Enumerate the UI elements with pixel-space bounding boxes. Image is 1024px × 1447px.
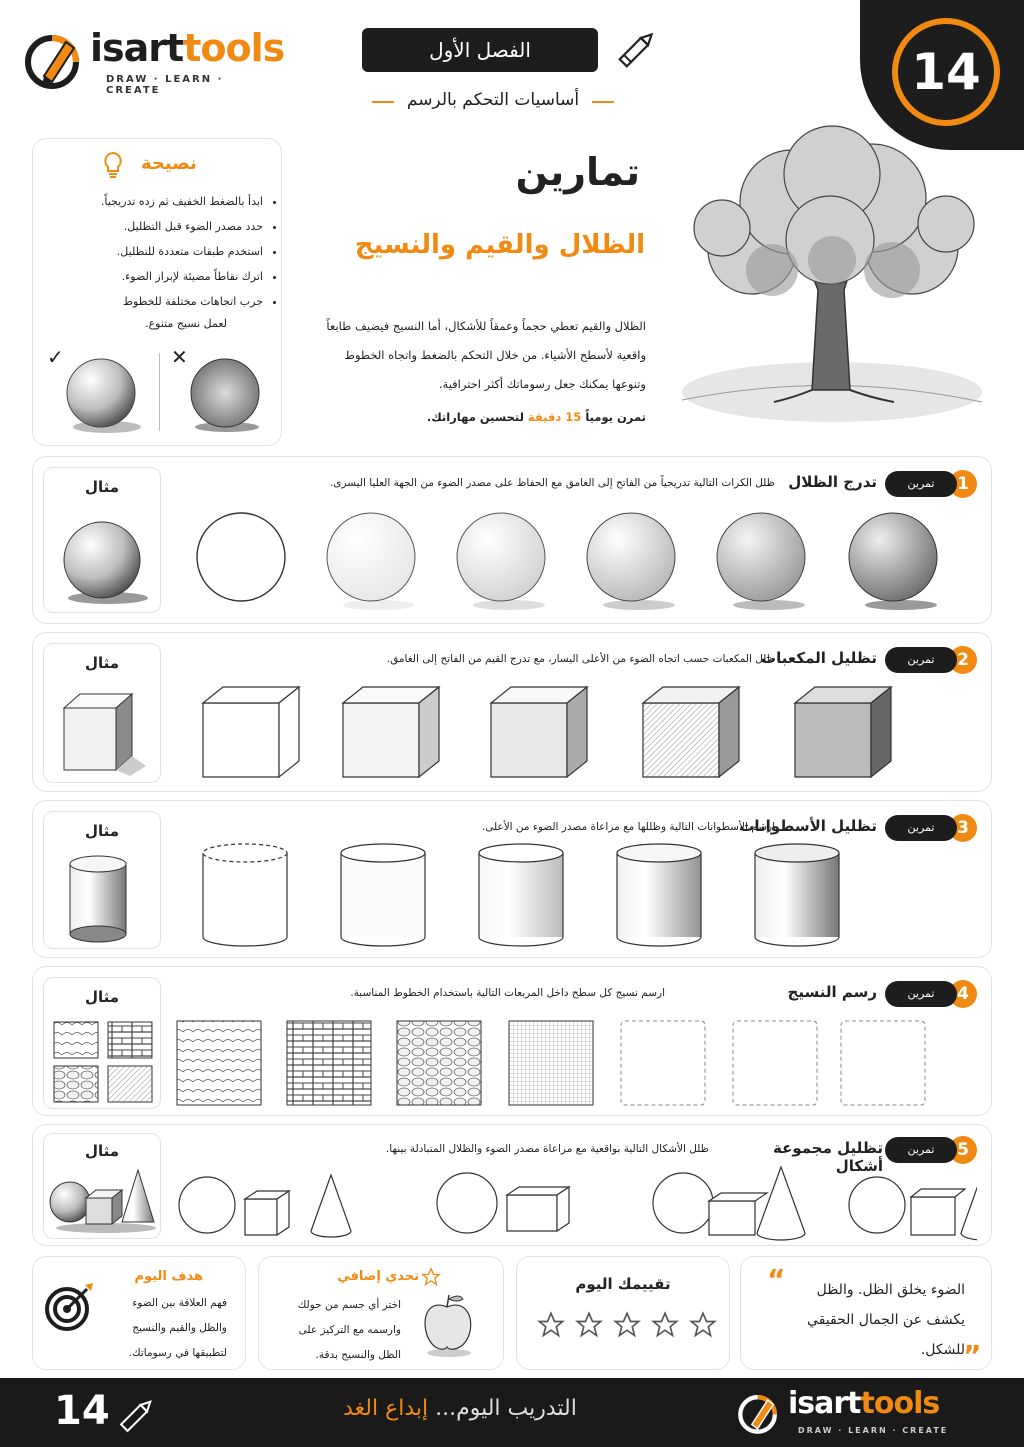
quote-line: يكشف عن الجمال الحقيقي	[807, 1312, 965, 1328]
quote-line: الضوء يخلق الظل. والظل	[816, 1282, 965, 1298]
challenge-text	[265, 1293, 401, 1368]
tip-item-tail: لعمل نسيج متنوع.	[145, 317, 227, 330]
star-icon[interactable]	[689, 1311, 717, 1339]
texture-practice-row	[173, 1017, 943, 1111]
chapter-title: الفصل الأول	[362, 28, 598, 72]
quote-text	[751, 1275, 965, 1365]
example-label: مثال	[84, 478, 120, 496]
sphere-wrong-example	[185, 353, 269, 437]
rating-stars[interactable]	[537, 1311, 717, 1339]
sphere-practice-row	[183, 505, 983, 615]
star-icon[interactable]	[575, 1311, 603, 1339]
brand-name-left: isart	[90, 26, 184, 70]
exercise-card-1	[32, 456, 992, 624]
footer-page-number: 14	[54, 1388, 110, 1434]
footer-slogan-end: إبداع الغد	[343, 1396, 429, 1421]
quote-close-icon: ”	[963, 1339, 982, 1372]
goal-title: هدف اليوم	[134, 1269, 203, 1284]
texture-empty-1	[621, 1021, 705, 1105]
intro-line: الظلال والقيم تعطي حجماً وعمقاً للأشكال، أما النسيج فيضيف طابعاً	[326, 319, 646, 333]
footer-brand-right: tools	[860, 1386, 940, 1421]
star-icon[interactable]	[613, 1311, 641, 1339]
shape-group-4	[849, 1171, 977, 1240]
practice-line	[296, 403, 646, 432]
practice-cylinder-1	[203, 844, 287, 946]
example-shape-group	[46, 1164, 158, 1234]
texture-grid	[509, 1021, 593, 1105]
practice-after: لتحسين مهاراتك.	[426, 410, 524, 424]
star-outline-icon	[421, 1267, 441, 1287]
example-label: مثال	[84, 654, 120, 672]
texture-empty-3	[841, 1021, 925, 1105]
intro-line: واقعية لأسطح الأشياء. من خلال التحكم بالضغط واتجاه الخطوط	[344, 348, 646, 362]
shape-group-practice-row	[177, 1165, 977, 1243]
exercise-number: 4	[949, 980, 977, 1008]
exercise-pill: تمرين	[885, 471, 957, 497]
texture-wood	[177, 1021, 261, 1105]
chapter-subtitle-row	[372, 88, 614, 114]
texture-brick	[287, 1021, 371, 1105]
practice-minutes: 15 دقيقة	[527, 410, 582, 424]
practice-sphere-5	[717, 513, 805, 610]
tree-illustration	[662, 120, 988, 430]
footer-brand-logo	[736, 1384, 956, 1444]
goal-line: فهم العلاقة بين الضوء	[132, 1297, 227, 1309]
example-cylinder	[64, 852, 144, 946]
rating-card	[516, 1256, 730, 1370]
exercise-number: 1	[949, 470, 977, 498]
chapter-subtitle: أساسيات التحكم بالرسم	[406, 90, 580, 110]
target-icon	[45, 1281, 95, 1331]
practice-cube-5	[795, 687, 891, 777]
quote-card	[740, 1256, 992, 1370]
exercise-instruction: ارسم الأسطوانات التالية وظللها مع مراعاة مصدر الضوء من الأعلى.	[481, 821, 775, 833]
exercise-title: تظليل مجموعة أشكال	[772, 1139, 883, 1175]
exercise-instruction: ظلل المكعبات حسب اتجاه الضوء من الأعلى اليسار، مع تدرج القيم من الفاتح إلى الغامق.	[386, 653, 775, 665]
example-sphere	[56, 518, 152, 608]
example-label: مثال	[84, 1142, 120, 1160]
practice-cube-2	[343, 687, 439, 777]
practice-cube-4	[643, 687, 739, 777]
tip-item: • جرب اتجاهات مختلفة للخطوط	[47, 289, 263, 314]
footer-slogan	[300, 1396, 620, 1421]
intro-line: وتنوعها يمكنك جعل رسوماتك أكثر احترافية.	[438, 377, 646, 391]
brand-tagline: DRAW · LEARN · CREATE	[106, 74, 224, 96]
practice-cylinder-4	[617, 844, 701, 946]
tip-box	[32, 138, 282, 446]
tip-item: • ابدأ بالضغط الخفيف ثم زده تدريجياً.	[47, 189, 263, 214]
example-label: مثال	[84, 822, 120, 840]
cylinder-practice-row	[193, 841, 933, 951]
footer-brand-tagline: DRAW · LEARN · CREATE	[798, 1426, 949, 1435]
exercise-pill: تمرين	[885, 647, 957, 673]
challenge-title: تحدي إضافي	[337, 1269, 419, 1284]
goal-card	[32, 1256, 246, 1370]
footer-brand-left: isart	[788, 1386, 861, 1421]
cross-icon: ✕	[171, 345, 188, 369]
shape-group-3	[653, 1167, 805, 1240]
footer-pencil-icon	[114, 1394, 158, 1438]
exercise-title: تدرج الظلال	[788, 473, 877, 491]
page-number-badge: 14	[892, 18, 1000, 126]
exercise-card-2	[32, 632, 992, 792]
page-title: تمارين	[515, 150, 640, 194]
sphere-correct-example	[61, 353, 145, 437]
practice-cylinder-5	[755, 844, 839, 946]
example-box	[43, 811, 161, 949]
intro-paragraph	[296, 312, 646, 432]
star-icon[interactable]	[537, 1311, 565, 1339]
logo-pencil-icon	[22, 28, 86, 92]
practice-cylinder-3	[479, 844, 563, 946]
check-icon: ✓	[47, 345, 64, 369]
exercise-title: رسم النسيج	[787, 983, 877, 1001]
exercise-card-5	[32, 1124, 992, 1246]
example-label: مثال	[84, 988, 120, 1006]
practice-sphere-4	[587, 513, 675, 610]
tip-item: • اترك نقاطاً مضيئة لإبراز الضوء.	[47, 264, 263, 289]
lightbulb-icon	[101, 151, 125, 179]
footer-logo-icon	[736, 1390, 782, 1436]
practice-sphere-6	[849, 513, 937, 610]
example-box	[43, 643, 161, 783]
practice-sphere-1	[197, 513, 285, 601]
exercise-card-3	[32, 800, 992, 958]
tip-item: • استخدم طبقات متعددة للتظليل.	[47, 239, 263, 264]
exercise-instruction: ظلل الأشكال التالية بواقعية مع مراعاة مصدر الضوء والظلال المتبادلة بينها.	[385, 1143, 709, 1155]
example-box	[43, 977, 161, 1109]
texture-empty-2	[733, 1021, 817, 1105]
challenge-card	[258, 1256, 504, 1370]
example-cube	[58, 690, 148, 776]
tip-item: • حدد مصدر الضوء قبل التظليل.	[47, 214, 263, 239]
example-box	[43, 467, 161, 613]
exercise-card-4	[32, 966, 992, 1116]
quote-open-icon: “	[767, 1263, 786, 1296]
challenge-line: وارسمه مع التركيز على	[298, 1324, 401, 1336]
footer-slogan-start: التدريب اليوم...	[435, 1396, 577, 1421]
texture-stone	[397, 1021, 481, 1105]
shape-group-2	[437, 1173, 569, 1233]
rating-title: تقييمك اليوم	[575, 1275, 671, 1293]
practice-cube-3	[491, 687, 587, 777]
exercise-instruction: ارسم نسيج كل سطح داخل المربعات التالية باستخدام الخطوط المناسبة.	[350, 987, 665, 999]
star-icon[interactable]	[651, 1311, 679, 1339]
exercise-pill: تمرين	[885, 981, 957, 1007]
challenge-line: الظل والنسيج بدقة.	[315, 1349, 401, 1361]
page-subtitle: الظلال والقيم والنسيج	[354, 230, 645, 260]
practice-sphere-3	[457, 513, 545, 610]
cube-practice-row	[193, 681, 933, 785]
practice-before: تمرن يومياً	[585, 410, 646, 424]
exercise-title: تظليل الأسطوانات	[739, 817, 877, 835]
apple-illustration	[419, 1293, 475, 1359]
tip-list	[47, 189, 281, 314]
brand-name-right: tools	[183, 26, 285, 70]
practice-cylinder-2	[341, 844, 425, 946]
practice-sphere-2	[327, 513, 415, 610]
exercise-instruction: ظلل الكرات التالية تدريجياً من الفاتح إلى الغامق مع الحفاظ على مصدر الضوء من الجهة العليا اليسرى.	[329, 477, 775, 489]
shape-group-1	[179, 1175, 351, 1237]
tip-title: نصيحة	[141, 153, 197, 174]
exercise-number: 5	[949, 1136, 977, 1164]
example-box	[43, 1133, 161, 1239]
challenge-line: اختر أي جسم من حولك	[297, 1299, 401, 1311]
exercise-pill: تمرين	[885, 815, 957, 841]
practice-cube-1	[203, 687, 299, 777]
quote-line: للشكل.	[920, 1342, 965, 1358]
exercise-title: تظليل المكعبات	[761, 649, 877, 667]
exercise-pill: تمرين	[885, 1137, 957, 1163]
brand-logo	[22, 24, 285, 96]
goal-line: والظل والقيم والنسيج	[132, 1322, 227, 1334]
exercise-number: 3	[949, 814, 977, 842]
exercise-number: 2	[949, 646, 977, 674]
goal-line: لتطبيقها في رسوماتك.	[128, 1347, 227, 1359]
goal-text	[97, 1291, 227, 1366]
footer	[0, 1378, 1024, 1447]
pencil-icon	[612, 26, 660, 74]
example-texture-grid	[52, 1020, 156, 1104]
